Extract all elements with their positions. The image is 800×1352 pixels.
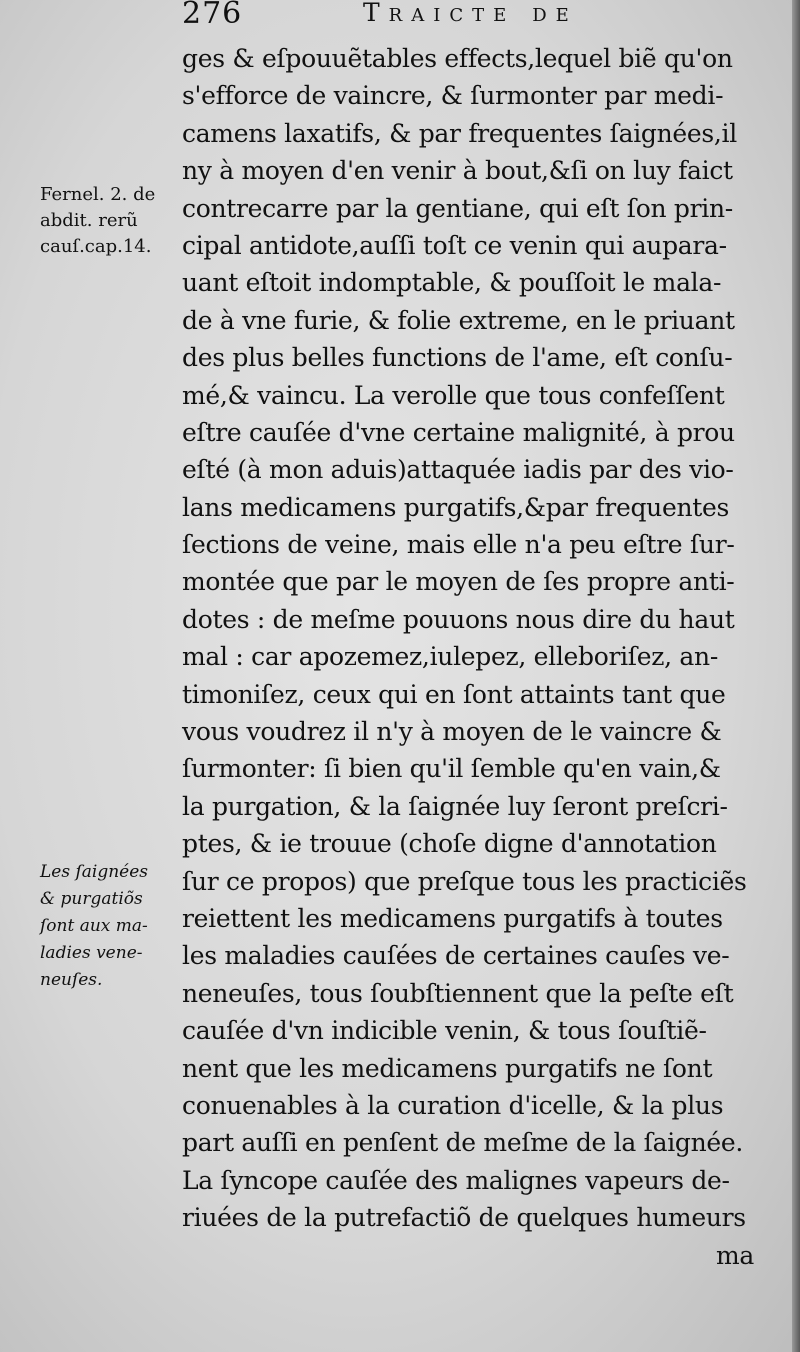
margin-note-line: Les ſaignées bbox=[40, 862, 149, 882]
margin-note-line: Fernel. 2. de bbox=[40, 184, 156, 205]
text-line: eſté (à mon aduis)attaquée iadis par des vio- bbox=[182, 455, 734, 485]
margin-note-line: & purgatiõs bbox=[40, 889, 143, 909]
text-line: ptes, & ie trouue (choſe digne d'annotation bbox=[182, 829, 717, 859]
text-line: la purgation, & la ſaignée luy ſeront preſcri- bbox=[182, 791, 728, 821]
text-line: cauſée d'vn indicible venin, & tous ſouſtiẽ- bbox=[182, 1016, 707, 1046]
text-line: les maladies cauſées de certaines cauſes ve- bbox=[182, 941, 730, 971]
text-line: uant eſtoit indomptable, & pouſſoit le mala- bbox=[182, 268, 722, 298]
text-line: ny à moyen d'en venir à bout,&ſi on luy faict bbox=[182, 156, 733, 186]
text-line: nent que les medicamens purgatifs ne ſont bbox=[182, 1053, 713, 1083]
text-line: part auſſi en penſent de meſme de la ſaignée. bbox=[182, 1128, 744, 1158]
text-line: riuées de la putrefactiõ de quelques humeurs bbox=[182, 1203, 746, 1233]
margin-note-saignees bbox=[40, 859, 180, 994]
text-line: ſections de veine, mais elle n'a peu eſtre ſur- bbox=[182, 530, 735, 560]
page-edge-shadow bbox=[792, 0, 800, 1352]
margin-note-line: cauſ.cap.14. bbox=[40, 236, 152, 257]
text-line: timoniſez, ceux qui en ſont attaints tant que bbox=[182, 679, 726, 709]
page-header bbox=[180, 0, 780, 34]
body-text bbox=[182, 40, 762, 1274]
text-line: montée que par le moyen de ſes propre anti- bbox=[182, 567, 735, 597]
page-number: 276 bbox=[182, 0, 243, 31]
text-line: mal : car apozemez,iulepez, elleboriſez, an- bbox=[182, 642, 718, 672]
text-line: ſur ce propos) que preſque tous les practiciẽs bbox=[182, 866, 747, 896]
text-line: conuenables à la curation d'icelle, & la plus bbox=[182, 1090, 724, 1120]
text-line: reiettent les medicamens purgatifs à toutes bbox=[182, 903, 723, 933]
running-title: Traicte de bbox=[363, 0, 578, 27]
text-line: camens laxatifs, & par frequentes ſaignées,il bbox=[182, 118, 737, 148]
text-line: dotes : de meſme pouuons nous dire du haut bbox=[182, 604, 735, 634]
text-line: des plus belles functions de l'ame, eſt conſu- bbox=[182, 343, 733, 373]
text-line: ſurmonter: ſi bien qu'il ſemble qu'en vain,& bbox=[182, 754, 721, 784]
text-line: eſtre cauſée d'vne certaine malignité, à prou bbox=[182, 417, 735, 447]
text-line: s'efforce de vaincre, & ſurmonter par medi- bbox=[182, 81, 724, 111]
margin-note-line: ladies vene- bbox=[40, 943, 143, 963]
text-line: mé,& vaincu. La verolle que tous confeſſent bbox=[182, 380, 725, 410]
margin-note-line: neuſes. bbox=[40, 970, 103, 990]
text-line: contrecarre par la gentiane, qui eſt ſon prin- bbox=[182, 193, 733, 223]
text-line: neneuſes, tous ſoubſtiennent que la peſte eſt bbox=[182, 978, 734, 1008]
text-line: vous voudrez il n'y à moyen de le vaincre & bbox=[182, 717, 722, 747]
catchword: ma bbox=[715, 1240, 754, 1270]
text-line: ges & eſpouuẽtables effects,lequel biẽ qu'on bbox=[182, 44, 733, 73]
margin-note-line: abdit. rerũ bbox=[40, 210, 138, 231]
text-line: cipal antidote,auſſi toſt ce venin qui aupara- bbox=[182, 230, 727, 260]
text-line: de à vne furie, & folie extreme, en le priuant bbox=[182, 305, 735, 335]
margin-note-fernel bbox=[40, 182, 180, 260]
text-line: La ſyncope cauſée des malignes vapeurs de- bbox=[182, 1165, 730, 1195]
margin-note-line: ſont aux ma- bbox=[40, 916, 148, 936]
text-line: lans medicamens purgatifs,&par frequentes bbox=[182, 492, 730, 522]
